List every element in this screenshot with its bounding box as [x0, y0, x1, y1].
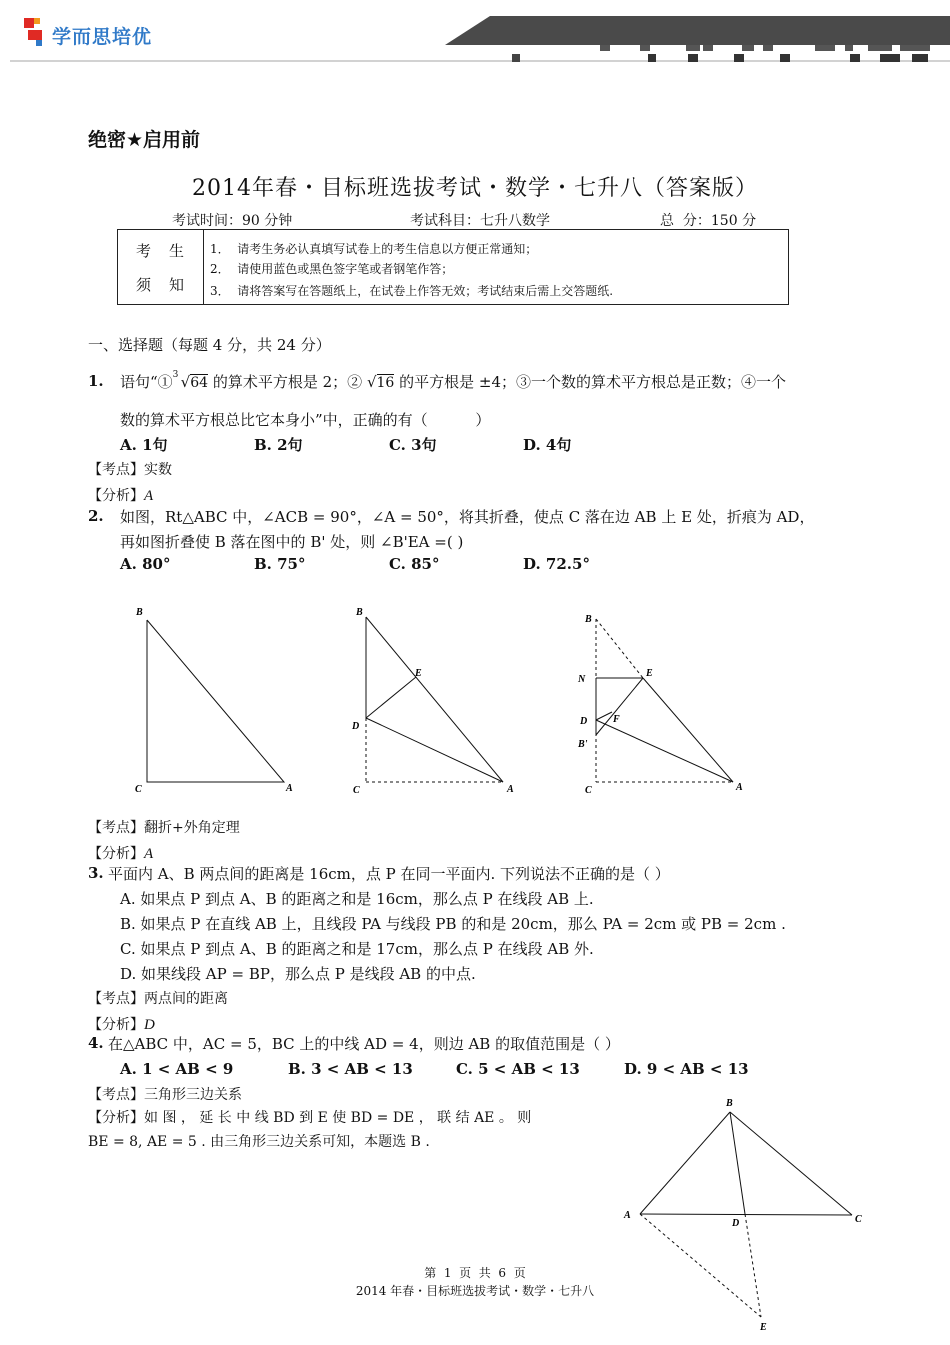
- notice-item: 1． 请考生务必认真填写试卷上的考生信息以方便正常通知；: [210, 242, 538, 256]
- kaodian: 【考点】实数: [88, 462, 172, 478]
- radicand: 16: [376, 375, 395, 391]
- q1-text-b: 的算术平方根是 2；②: [212, 373, 363, 391]
- fenxi-label: 【分析】: [88, 846, 144, 862]
- fenxi: [88, 1014, 155, 1034]
- fig-label: B': [578, 739, 588, 750]
- option: D. 如果线段 AP = BP，那么点 P 是线段 AB 的中点.: [120, 965, 476, 983]
- page-title: 2014年春・目标班选拔考试・数学・七升八（答案版）: [192, 176, 758, 201]
- option: B. 如果点 P 在直线 AB 上，且线段 PA 与线段 PB 的和是 20cm，那么 PA = 2cm 或 PB = 2cm .: [120, 915, 786, 933]
- fig-label: B: [726, 1098, 733, 1109]
- fig-label: B: [585, 614, 592, 625]
- q1-text-c: 的平方根是 ±4；③一个数的算术平方根总是正数；④一个: [399, 373, 786, 391]
- fig-label: F: [613, 714, 620, 725]
- logo-mark-icon: [22, 16, 52, 50]
- q4-figure: [600, 1090, 880, 1340]
- fenxi-answer: A: [144, 846, 154, 862]
- question-number: 3.: [88, 864, 104, 882]
- notice-item: 2． 请使用蓝色或黑色签字笔或者钢笔作答；: [210, 262, 454, 276]
- radicand: 64: [190, 375, 209, 391]
- secret-label: 绝密★启用前: [88, 129, 201, 151]
- question-number: 2.: [88, 507, 104, 525]
- fenxi: [88, 485, 153, 505]
- option: C. 5 < AB < 13: [456, 1060, 580, 1078]
- option: B. 75°: [254, 555, 306, 573]
- q4-fenxi-line2: BE = 8, AE = 5 . 由三角形三边关系可知，本题选 B .: [88, 1134, 430, 1150]
- option: C. 85°: [389, 555, 440, 573]
- exam-score: 总 分：150 分: [660, 213, 757, 229]
- q1-text-a: 语句“①: [120, 373, 173, 391]
- q2-line2: 再如图折叠使 B 落在图中的 B' 处，则 ∠B'EA =( ): [120, 533, 464, 551]
- radical-sign: √: [366, 373, 377, 391]
- exam-time: 考试时间：90 分钟: [172, 213, 293, 229]
- square-root-expr: [367, 373, 394, 391]
- fig-label: A: [507, 784, 514, 795]
- fig-label: B: [136, 607, 143, 618]
- logo[interactable]: [22, 16, 172, 50]
- option: A. 80°: [120, 555, 171, 573]
- question-number: 4.: [88, 1034, 104, 1052]
- kaodian: 【考点】两点间的距离: [88, 991, 228, 1007]
- figure-3: [577, 614, 743, 796]
- notice-label-1: 考生: [136, 242, 203, 260]
- footer-title: 2014 年春・目标班选拔考试・数学・七升八: [355, 1284, 595, 1298]
- notice-item: 3． 请将答案写在答题纸上，在试卷上作答无效；考试结束后需上交答题纸.: [210, 284, 614, 298]
- option: D. 72.5°: [523, 555, 590, 573]
- option: A. 如果点 P 到点 A、B 的距离之和是 16cm，那么点 P 在线段 AB 上.: [120, 890, 594, 908]
- notice-box: [117, 229, 789, 305]
- option: A. 1句: [120, 436, 168, 454]
- radical-sign: √: [180, 373, 191, 391]
- fig-label: C: [135, 784, 142, 795]
- fig-label: D: [352, 721, 360, 732]
- option: B. 2句: [254, 436, 303, 454]
- question-number: 1.: [88, 372, 104, 390]
- fenxi-answer: A: [144, 488, 154, 504]
- fig-label: A: [624, 1210, 631, 1221]
- fenxi-label: 【分析】: [88, 1017, 144, 1033]
- fig-label: E: [646, 668, 653, 679]
- fig-label: D: [580, 716, 588, 727]
- fenxi: [88, 843, 153, 863]
- cube-root-expr: [172, 370, 209, 391]
- q3-stem: 平面内 A、B 两点间的距离是 16cm，点 P 在同一平面内. 下列说法不正确的是（ ）: [108, 865, 670, 883]
- option: C. 如果点 P 到点 A、B 的距离之和是 17cm，那么点 P 在线段 AB 外.: [120, 940, 594, 958]
- fig-label: B: [356, 607, 363, 618]
- option: A. 1 < AB < 9: [120, 1060, 234, 1078]
- section-heading: 一、选择题（每题 4 分，共 24 分）: [88, 336, 331, 354]
- q1-line1: [120, 371, 786, 392]
- option: C. 3句: [389, 436, 437, 454]
- fig-label: E: [415, 668, 422, 679]
- option: D. 9 < AB < 13: [624, 1060, 749, 1078]
- option: D. 4句: [523, 436, 572, 454]
- q2-line1: 如图，Rt△ABC 中，∠ACB = 90°，∠A = 50°，将其折叠，使点 C 落在边 AB 上 E 处，折痕为 AD，: [120, 508, 815, 526]
- q4-stem: 在△ABC 中，AC = 5，BC 上的中线 AD = 4，则边 AB 的取值范围是（ ）: [108, 1035, 620, 1053]
- q1-line2: 数的算术平方根总比它本身小”中，正确的有（ ）: [120, 411, 491, 429]
- root-index: 3: [172, 370, 179, 380]
- fig-label: A: [286, 783, 293, 794]
- fig-label: N: [578, 674, 586, 685]
- fig-label: C: [855, 1214, 862, 1225]
- fig-label: A: [736, 782, 743, 793]
- kaodian: 【考点】三角形三边关系: [88, 1087, 242, 1103]
- fig-label: C: [585, 785, 592, 796]
- fenxi-label: 【分析】: [88, 488, 144, 504]
- kaodian: 【考点】翻折+外角定理: [88, 820, 240, 836]
- option: B. 3 < AB < 13: [288, 1060, 413, 1078]
- fig-label: D: [732, 1218, 740, 1229]
- logo-text: 学而思培优: [52, 26, 153, 48]
- q4-fenxi-line1: 【分析】如 图 ， 延 长 中 线 BD 到 E 使 BD = DE ， 联 结 AE 。 则: [88, 1110, 532, 1126]
- figure-1: [135, 607, 293, 795]
- fig-label: E: [760, 1322, 767, 1333]
- notice-divider: [203, 230, 204, 304]
- fenxi-answer: D: [144, 1017, 155, 1033]
- notice-label-2: 须知: [136, 276, 203, 294]
- fig-label: C: [353, 785, 360, 796]
- footer-page: 第 1 页 共 6 页: [424, 1266, 526, 1280]
- figure-2: [351, 607, 514, 796]
- q2-figures: [0, 595, 950, 805]
- exam-subject: 考试科目：七升八数学: [410, 213, 550, 229]
